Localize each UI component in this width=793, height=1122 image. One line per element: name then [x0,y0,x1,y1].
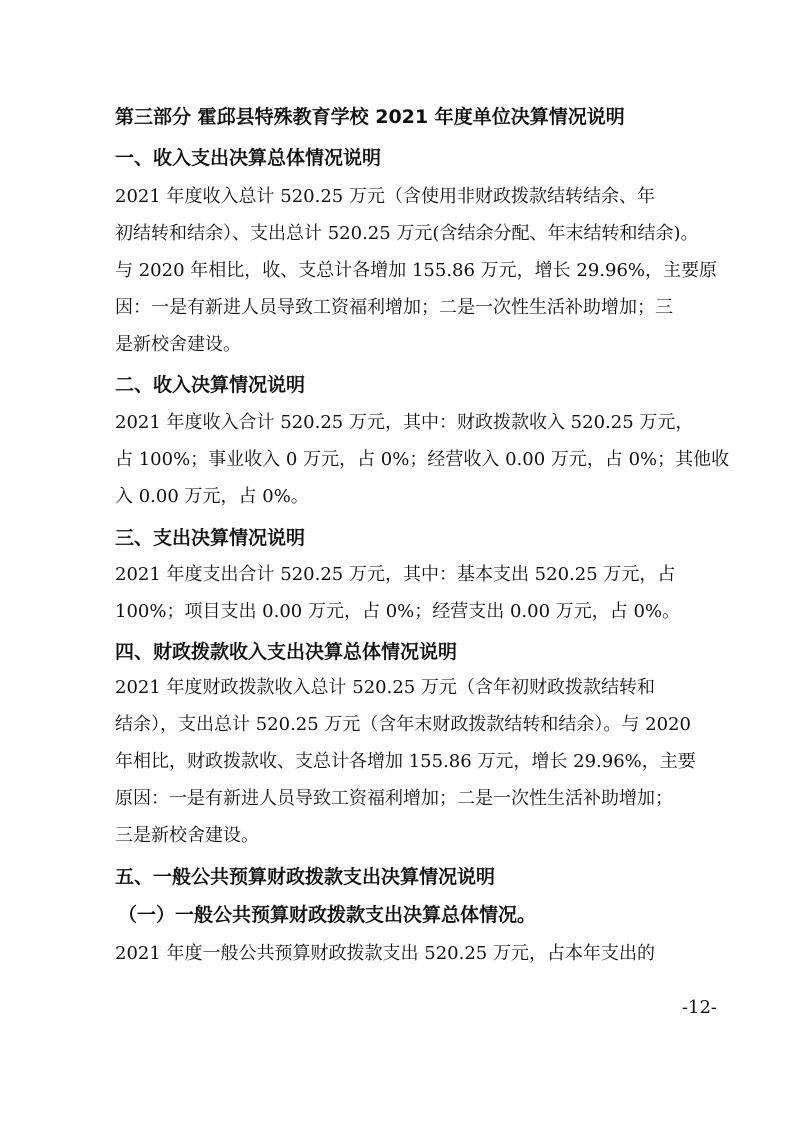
paragraph-line: 与 2020 年相比，收、支总计各增加 155.86 万元，增长 29.96%，主要原 [115,260,718,281]
paragraph-line: 占 100%；事业收入 0 万元，占 0%；经营收入 0.00 万元，占 0%；其他收 [115,449,730,470]
paragraph-line: 2021 年度一般公共预算财政拨款支出 520.25 万元，占本年支出的 [115,943,655,964]
paragraph-line: 结余），支出总计 520.25 万元（含年末财政拨款结转和结余）。与 2020 [115,714,691,735]
paragraph-line: 是新校舍建设。 [115,334,241,355]
section-paragraph-fiscal-appropriation [115,669,721,854]
section-heading-expenditure: 三、支出决算情况说明 [115,527,306,549]
section-paragraph-income [115,404,730,515]
paragraph-line: 因：一是有新进人员导致工资福利增加；二是一次性生活补助增加；三 [115,297,673,318]
page-number: -12- [681,997,717,1018]
section-paragraph-income-expenditure [115,178,721,363]
paragraph-line: 2021 年度收入总计 520.25 万元（含使用非财政拨款结转结余、年 [115,186,655,207]
page-title: 第三部分 霍邱县特殊教育学校 2021 年度单位决算情况说明 [115,106,625,128]
paragraph-line: 原因：一是有新进人员导致工资福利增加；二是一次性生活补助增加； [115,788,673,809]
section-heading-fiscal-appropriation: 四、财政拨款收入支出决算总体情况说明 [115,641,458,663]
paragraph-line: 2021 年度收入合计 520.25 万元，其中：财政拨款收入 520.25 万元， [115,412,694,433]
paragraph-line: 2021 年度财政拨款收入总计 520.25 万元（含年初财政拨款结转和 [115,677,655,698]
paragraph-line: 100%；项目支出 0.00 万元，占 0%；经营支出 0.00 万元，占 0%。 [115,601,681,622]
section-paragraph-general-budget [115,935,721,972]
paragraph-line: 入 0.00 万元，占 0%。 [115,486,309,507]
paragraph-line: 三是新校舍建设。 [115,825,259,846]
subsection-heading-general-budget-overall: （一）一般公共预算财政拨款支出决算总体情况。 [118,904,537,926]
section-heading-general-budget: 五、一般公共预算财政拨款支出决算情况说明 [115,866,496,888]
section-heading-income: 二、收入决算情况说明 [115,374,306,396]
paragraph-line: 初结转和结余）、支出总计 520.25 万元(含结余分配、年末结转和结余)。 [115,223,699,244]
paragraph-line: 2021 年度支出合计 520.25 万元，其中：基本支出 520.25 万元，占 [115,564,676,585]
section-paragraph-expenditure [115,556,721,630]
paragraph-line: 年相比，财政拨款收、支总计各增加 155.86 万元，增长 29.96%，主要 [115,751,696,772]
section-heading-income-expenditure: 一、收入支出决算总体情况说明 [115,147,382,169]
